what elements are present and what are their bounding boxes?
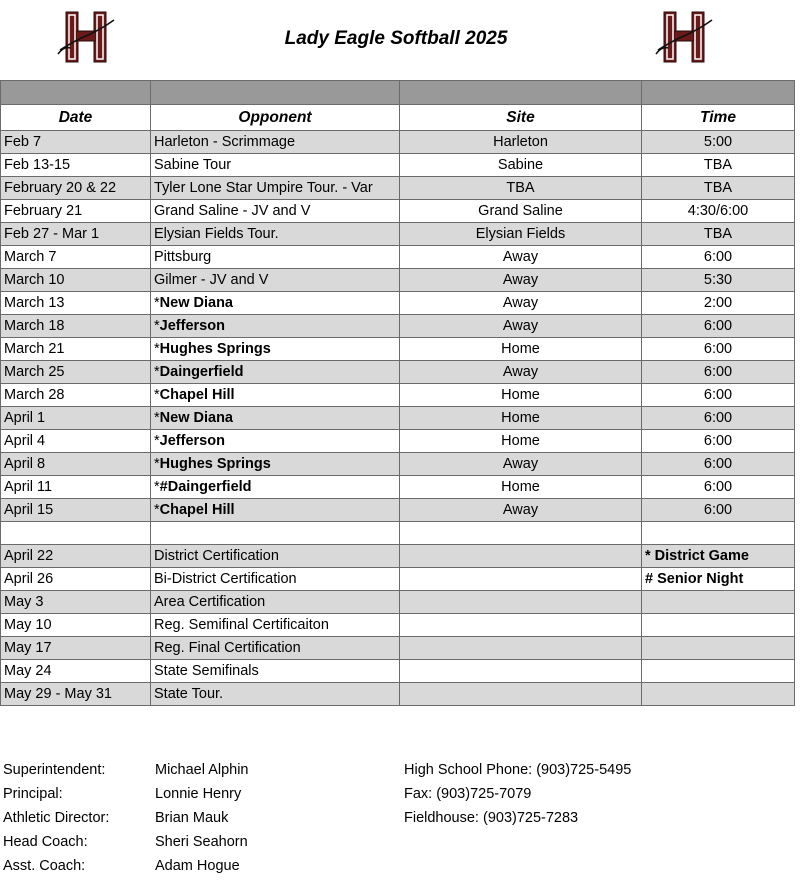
- game-opponent: [151, 637, 400, 660]
- game-opponent: [151, 315, 400, 338]
- opponent-name: Sabine Tour: [154, 157, 232, 173]
- game-time: 5:00: [642, 131, 795, 154]
- table-row: [1, 269, 795, 292]
- game-time: 6:00: [642, 453, 795, 476]
- game-date: March 25: [1, 361, 151, 384]
- opponent-name: #Daingerfield: [159, 479, 252, 495]
- game-opponent: [151, 614, 400, 637]
- game-site: [400, 591, 642, 614]
- game-opponent: [151, 338, 400, 361]
- game-time: [642, 637, 795, 660]
- game-site: [400, 683, 642, 706]
- legend-entry: * District Game: [642, 545, 795, 568]
- game-site: Home: [400, 476, 642, 499]
- district-marker: *: [154, 341, 160, 357]
- game-site: Away: [400, 246, 642, 269]
- game-time: 5:30: [642, 269, 795, 292]
- column-header-row: [1, 105, 795, 131]
- game-time: TBA: [642, 223, 795, 246]
- table-row: [1, 223, 795, 246]
- game-time: 6:00: [642, 246, 795, 269]
- staff-name: Sheri Seahorn: [155, 834, 248, 850]
- game-opponent: [151, 223, 400, 246]
- opponent-name: New Diana: [159, 295, 233, 311]
- table-row: [1, 200, 795, 223]
- table-row: [1, 683, 795, 706]
- contact-line: High School Phone: (903)725-5495: [404, 762, 632, 778]
- game-time: [642, 614, 795, 637]
- game-time: TBA: [642, 177, 795, 200]
- game-time: 6:00: [642, 315, 795, 338]
- table-row: [1, 660, 795, 683]
- staff-name: Michael Alphin: [155, 762, 249, 778]
- table-row: [1, 499, 795, 522]
- game-date: April 26: [1, 568, 151, 591]
- table-row: [1, 246, 795, 269]
- column-header-opponent: Opponent: [151, 105, 400, 131]
- game-time: 6:00: [642, 476, 795, 499]
- table-row: [1, 568, 795, 591]
- table-row: [1, 407, 795, 430]
- column-header-date: Date: [1, 105, 151, 131]
- table-row: [1, 591, 795, 614]
- district-marker: *: [154, 433, 160, 449]
- contact-line: Fieldhouse: (903)725-7283: [404, 810, 579, 826]
- table-row: [1, 476, 795, 499]
- game-date: May 24: [1, 660, 151, 683]
- game-time: TBA: [642, 154, 795, 177]
- game-opponent: [151, 499, 400, 522]
- game-date: April 11: [1, 476, 151, 499]
- game-opponent: [151, 568, 400, 591]
- game-opponent: [151, 154, 400, 177]
- game-time: 4:30/6:00: [642, 200, 795, 223]
- game-date: Feb 7: [1, 131, 151, 154]
- game-time: 6:00: [642, 499, 795, 522]
- column-header-time: Time: [642, 105, 795, 131]
- game-date: April 22: [1, 545, 151, 568]
- game-opponent: [151, 591, 400, 614]
- contact-line: Fax: (903)725-7079: [404, 786, 532, 802]
- game-site: Home: [400, 384, 642, 407]
- game-time: [642, 660, 795, 683]
- legend-entry: # Senior Night: [642, 568, 795, 591]
- opponent-name: Grand Saline - JV and V: [154, 203, 311, 219]
- table-row: [1, 522, 795, 545]
- opponent-name: Area Certification: [154, 594, 266, 610]
- staff-name: Lonnie Henry: [155, 786, 242, 802]
- district-marker: *: [154, 387, 160, 403]
- staff-role: Superintendent:: [3, 762, 106, 778]
- page-title: Lady Eagle Softball 2025: [284, 28, 508, 49]
- opponent-name: District Certification: [154, 548, 279, 564]
- opponent-name: Chapel Hill: [159, 502, 235, 518]
- district-marker: *: [154, 456, 160, 472]
- game-time: 6:00: [642, 384, 795, 407]
- table-row: [1, 453, 795, 476]
- game-site: Elysian Fields: [400, 223, 642, 246]
- game-opponent: [151, 384, 400, 407]
- game-opponent: [151, 407, 400, 430]
- game-date: February 21: [1, 200, 151, 223]
- district-marker: *: [154, 410, 160, 426]
- opponent-name: Daingerfield: [159, 364, 244, 380]
- game-site: Home: [400, 407, 642, 430]
- game-date: February 20 & 22: [1, 177, 151, 200]
- table-row: [1, 177, 795, 200]
- game-date: Feb 27 - Mar 1: [1, 223, 151, 246]
- game-site: [400, 522, 642, 545]
- game-site: [400, 660, 642, 683]
- opponent-name: New Diana: [159, 410, 233, 426]
- table-row: [1, 637, 795, 660]
- game-site: [400, 568, 642, 591]
- game-date: May 3: [1, 591, 151, 614]
- header-bar: [1, 81, 795, 105]
- game-date: March 18: [1, 315, 151, 338]
- district-marker: *: [154, 295, 160, 311]
- game-site: Harleton: [400, 131, 642, 154]
- opponent-name: Tyler Lone Star Umpire Tour. - Var: [154, 180, 373, 196]
- opponent-name: State Semifinals: [154, 663, 259, 679]
- game-opponent: [151, 545, 400, 568]
- table-row: [1, 315, 795, 338]
- district-marker: *: [154, 479, 160, 495]
- game-opponent: [151, 522, 400, 545]
- staff-role: Principal:: [3, 786, 63, 802]
- game-site: Away: [400, 361, 642, 384]
- game-date: March 21: [1, 338, 151, 361]
- game-opponent: [151, 200, 400, 223]
- table-row: [1, 131, 795, 154]
- table-row: [1, 545, 795, 568]
- game-site: [400, 545, 642, 568]
- staff-role: Asst. Coach:: [3, 858, 86, 874]
- game-site: [400, 637, 642, 660]
- game-site: Away: [400, 269, 642, 292]
- game-site: Home: [400, 430, 642, 453]
- game-date: March 10: [1, 269, 151, 292]
- game-site: TBA: [400, 177, 642, 200]
- game-opponent: [151, 476, 400, 499]
- staff-roles: [3, 758, 109, 878]
- table-row: [1, 361, 795, 384]
- opponent-name: Jefferson: [159, 318, 225, 334]
- game-site: [400, 614, 642, 637]
- opponent-name: State Tour.: [154, 686, 224, 702]
- staff-role: Athletic Director:: [3, 810, 110, 826]
- opponent-name: Hughes Springs: [159, 341, 271, 357]
- game-time: 6:00: [642, 430, 795, 453]
- game-date: March 13: [1, 292, 151, 315]
- opponent-name: Hughes Springs: [159, 456, 271, 472]
- game-opponent: [151, 361, 400, 384]
- table-row: [1, 154, 795, 177]
- game-site: Away: [400, 499, 642, 522]
- game-site: Away: [400, 292, 642, 315]
- opponent-name: Gilmer - JV and V: [154, 272, 269, 288]
- opponent-name: Elysian Fields Tour.: [154, 226, 279, 242]
- opponent-name: Reg. Final Certification: [154, 640, 301, 656]
- game-opponent: [151, 292, 400, 315]
- table-row: [1, 292, 795, 315]
- game-opponent: [151, 131, 400, 154]
- game-date: April 15: [1, 499, 151, 522]
- game-time: [642, 591, 795, 614]
- game-date: April 8: [1, 453, 151, 476]
- table-row: [1, 430, 795, 453]
- game-date: May 10: [1, 614, 151, 637]
- game-time: [642, 522, 795, 545]
- game-opponent: [151, 660, 400, 683]
- game-site: Sabine: [400, 154, 642, 177]
- game-date: May 17: [1, 637, 151, 660]
- game-date: April 4: [1, 430, 151, 453]
- table-row: [1, 384, 795, 407]
- game-opponent: [151, 246, 400, 269]
- game-site: Grand Saline: [400, 200, 642, 223]
- game-date: April 1: [1, 407, 151, 430]
- game-time: 2:00: [642, 292, 795, 315]
- game-date: Feb 13-15: [1, 154, 151, 177]
- opponent-name: Jefferson: [159, 433, 225, 449]
- game-date: May 29 - May 31: [1, 683, 151, 706]
- opponent-name: Chapel Hill: [159, 387, 235, 403]
- opponent-name: Bi-District Certification: [154, 571, 297, 587]
- game-time: 6:00: [642, 338, 795, 361]
- game-date: March 7: [1, 246, 151, 269]
- table-row: [1, 614, 795, 637]
- game-site: Away: [400, 453, 642, 476]
- table-row: [1, 338, 795, 361]
- game-site: Home: [400, 338, 642, 361]
- opponent-name: Reg. Semifinal Certificaiton: [154, 617, 329, 633]
- opponent-name: Harleton - Scrimmage: [154, 134, 296, 150]
- game-opponent: [151, 430, 400, 453]
- staff-name: Brian Mauk: [155, 810, 229, 826]
- game-time: 6:00: [642, 407, 795, 430]
- schedule-table: [0, 80, 795, 706]
- column-header-site: Site: [400, 105, 642, 131]
- staff-role: Head Coach:: [3, 834, 88, 850]
- staff-name: Adam Hogue: [155, 858, 240, 874]
- school-logo-right: [654, 10, 714, 66]
- game-date: March 28: [1, 384, 151, 407]
- game-opponent: [151, 683, 400, 706]
- game-time: [642, 683, 795, 706]
- game-time: 6:00: [642, 361, 795, 384]
- district-marker: *: [154, 318, 160, 334]
- game-opponent: [151, 453, 400, 476]
- contact-info: [404, 758, 631, 830]
- district-marker: *: [154, 364, 160, 380]
- district-marker: *: [154, 502, 160, 518]
- game-opponent: [151, 177, 400, 200]
- game-opponent: [151, 269, 400, 292]
- game-site: Away: [400, 315, 642, 338]
- staff-names: [155, 758, 249, 878]
- opponent-name: Pittsburg: [154, 249, 212, 265]
- game-date: [1, 522, 151, 545]
